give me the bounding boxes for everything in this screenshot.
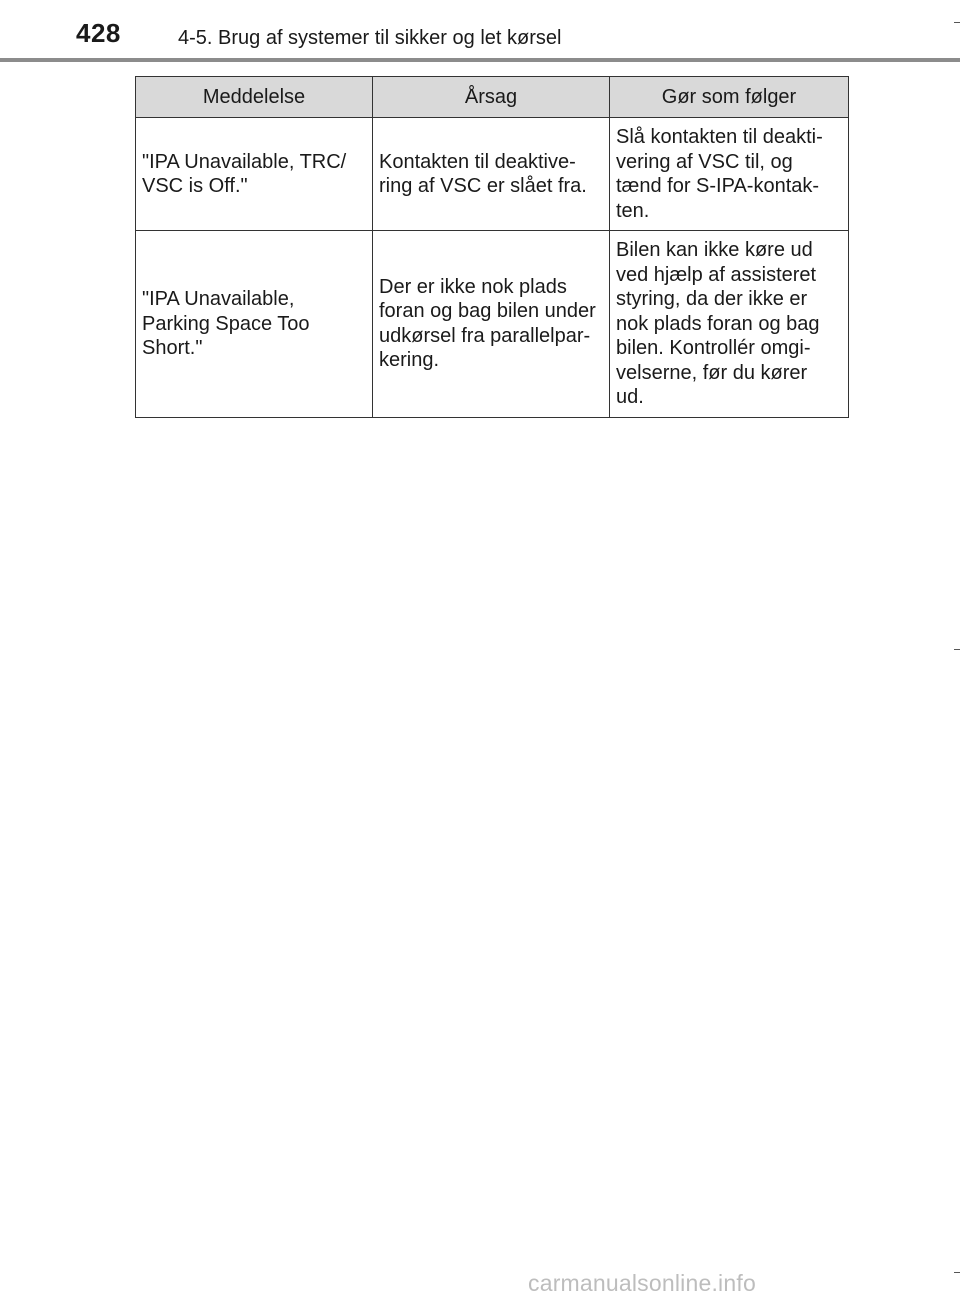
- cell-line: ten.: [616, 199, 650, 222]
- page-number: 428: [76, 18, 121, 48]
- table-row: [136, 231, 849, 418]
- cell-line: "IPA Unavailable,: [142, 288, 295, 310]
- cell-line: foran og bag bilen under: [379, 300, 596, 323]
- cell-line: kering.: [379, 349, 440, 372]
- crop-mark-middle: [954, 649, 960, 650]
- cell-line: vering af VSC til, og: [616, 150, 793, 173]
- message-cell: [136, 231, 373, 418]
- cell-line: bilen. Kontrollér omgi-: [616, 337, 811, 359]
- column-header-action: Gør som følger: [610, 77, 849, 118]
- cell-line: "IPA Unavailable, TRC/: [142, 150, 347, 173]
- cell-line: ring af VSC er slået fra.: [379, 175, 587, 197]
- message-cell: [136, 118, 373, 231]
- cell-line: Slå kontakten til deakti-: [616, 126, 823, 148]
- cell-line: styring, da der ikke er: [616, 288, 808, 310]
- table-row: [136, 118, 849, 231]
- watermark: carmanualsonline.info: [528, 1270, 756, 1296]
- cell-line: ved hjælp af assisteret: [616, 263, 817, 286]
- crop-mark-top: [954, 22, 960, 23]
- header-rule: [0, 58, 960, 62]
- cell-line: Kontakten til deaktive-: [379, 150, 576, 173]
- cell-line: Der er ikke nok plads: [379, 275, 567, 298]
- column-header-message: Meddelelse: [136, 77, 373, 118]
- page-header: [0, 0, 960, 62]
- cell-line: nok plads foran og bag: [616, 312, 820, 335]
- cell-line: Bilen kan ikke køre ud: [616, 239, 813, 261]
- action-cell: [610, 118, 849, 231]
- cell-line: Short.": [142, 337, 203, 359]
- table-header-row: [136, 77, 849, 118]
- cell-line: tænd for S-IPA-kontak-: [616, 175, 820, 197]
- cell-line: ud.: [616, 386, 644, 408]
- cause-cell: [373, 118, 610, 231]
- action-cell: [610, 231, 849, 418]
- section-title: 4-5. Brug af systemer til sikker og let kørsel: [178, 27, 562, 49]
- cell-line: Parking Space Too: [142, 312, 310, 335]
- message-table: [135, 76, 849, 418]
- cell-line: velserne, før du kører: [616, 361, 808, 384]
- cell-line: udkørsel fra parallelpar-: [379, 324, 591, 347]
- column-header-cause: Årsag: [373, 77, 610, 118]
- cause-cell: [373, 231, 610, 418]
- crop-mark-bottom: [954, 1272, 960, 1273]
- cell-line: VSC is Off.": [142, 175, 248, 197]
